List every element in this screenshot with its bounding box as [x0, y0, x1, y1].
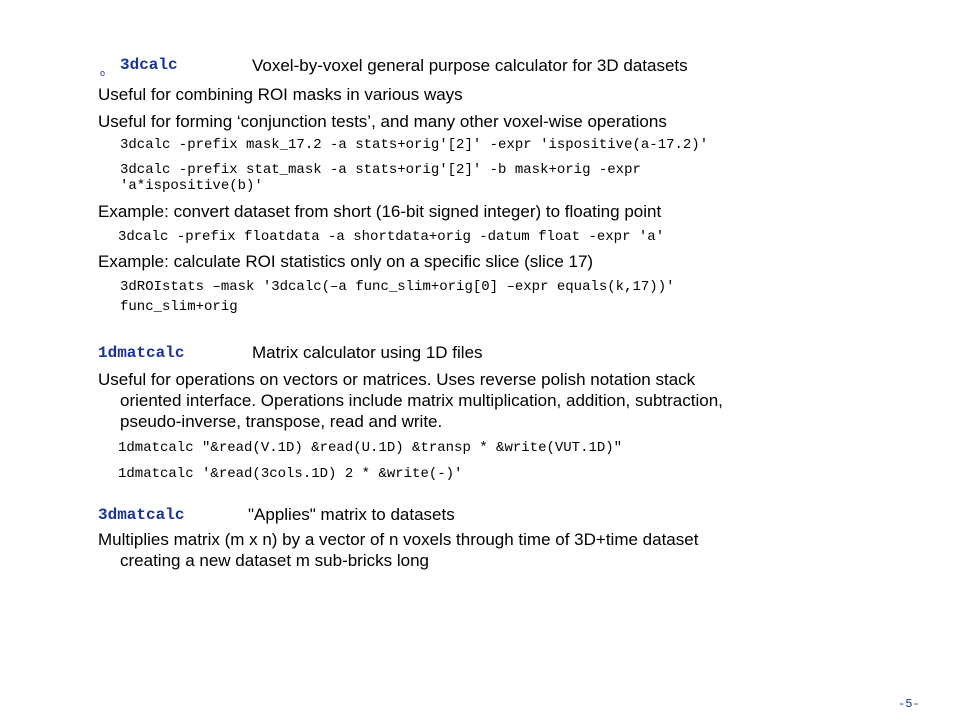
description-text: Multiplies matrix (m x n) by a vector of n voxels through time of 3D+time dataset — [98, 530, 699, 549]
code-line: 1dmatcalc '&read(3cols.1D) 2 * &write(-)' — [118, 466, 463, 482]
code-line: 3dcalc -prefix mask_17.2 -a stats+orig'[2]' -expr 'ispositive(a-17.2)' — [120, 137, 709, 153]
description-text: creating a new dataset m sub-bricks long — [120, 551, 429, 570]
title-3dmatcalc: "Applies" matrix to datasets — [248, 505, 455, 524]
command-3dcalc: 3dcalc — [120, 56, 178, 74]
code-line: func_slim+orig — [120, 299, 238, 315]
title-3dcalc: Voxel-by-voxel general purpose calculator for 3D datasets — [252, 56, 688, 75]
description-text: oriented interface. Operations include matrix multiplication, addition, subtraction, — [120, 391, 723, 410]
description-text: Useful for operations on vectors or matrices. Uses reverse polish notation stack — [98, 370, 696, 389]
code-line: 3dROIstats –mask '3dcalc(–a func_slim+orig[0] –expr equals(k,17))' — [120, 279, 675, 295]
code-line: 3dcalc -prefix stat_mask -a stats+orig'[2]' -b mask+orig -expr — [120, 162, 641, 178]
example-text: Example: calculate ROI statistics only on a specific slice (slice 17) — [98, 252, 594, 271]
code-line: 1dmatcalc "&read(V.1D) &read(U.1D) &transp * &write(VUT.1D)" — [118, 440, 623, 456]
description-text: pseudo-inverse, transpose, read and write. — [120, 412, 443, 431]
text-line: Useful for combining ROI masks in various ways — [98, 85, 463, 104]
title-1dmatcalc: Matrix calculator using 1D files — [252, 343, 483, 362]
text-line: Useful for forming ‘conjunction tests’, and many other voxel-wise operations — [98, 112, 667, 131]
code-line: 3dcalc -prefix floatdata -a shortdata+orig -datum float -expr 'a' — [118, 229, 665, 245]
command-1dmatcalc: 1dmatcalc — [98, 344, 185, 362]
bullet-icon: o — [100, 68, 106, 78]
command-3dmatcalc: 3dmatcalc — [98, 506, 185, 524]
page-number: -5- — [898, 697, 920, 711]
example-text: Example: convert dataset from short (16-bit signed integer) to floating point — [98, 202, 662, 221]
code-line: 'a*ispositive(b)' — [120, 178, 263, 194]
